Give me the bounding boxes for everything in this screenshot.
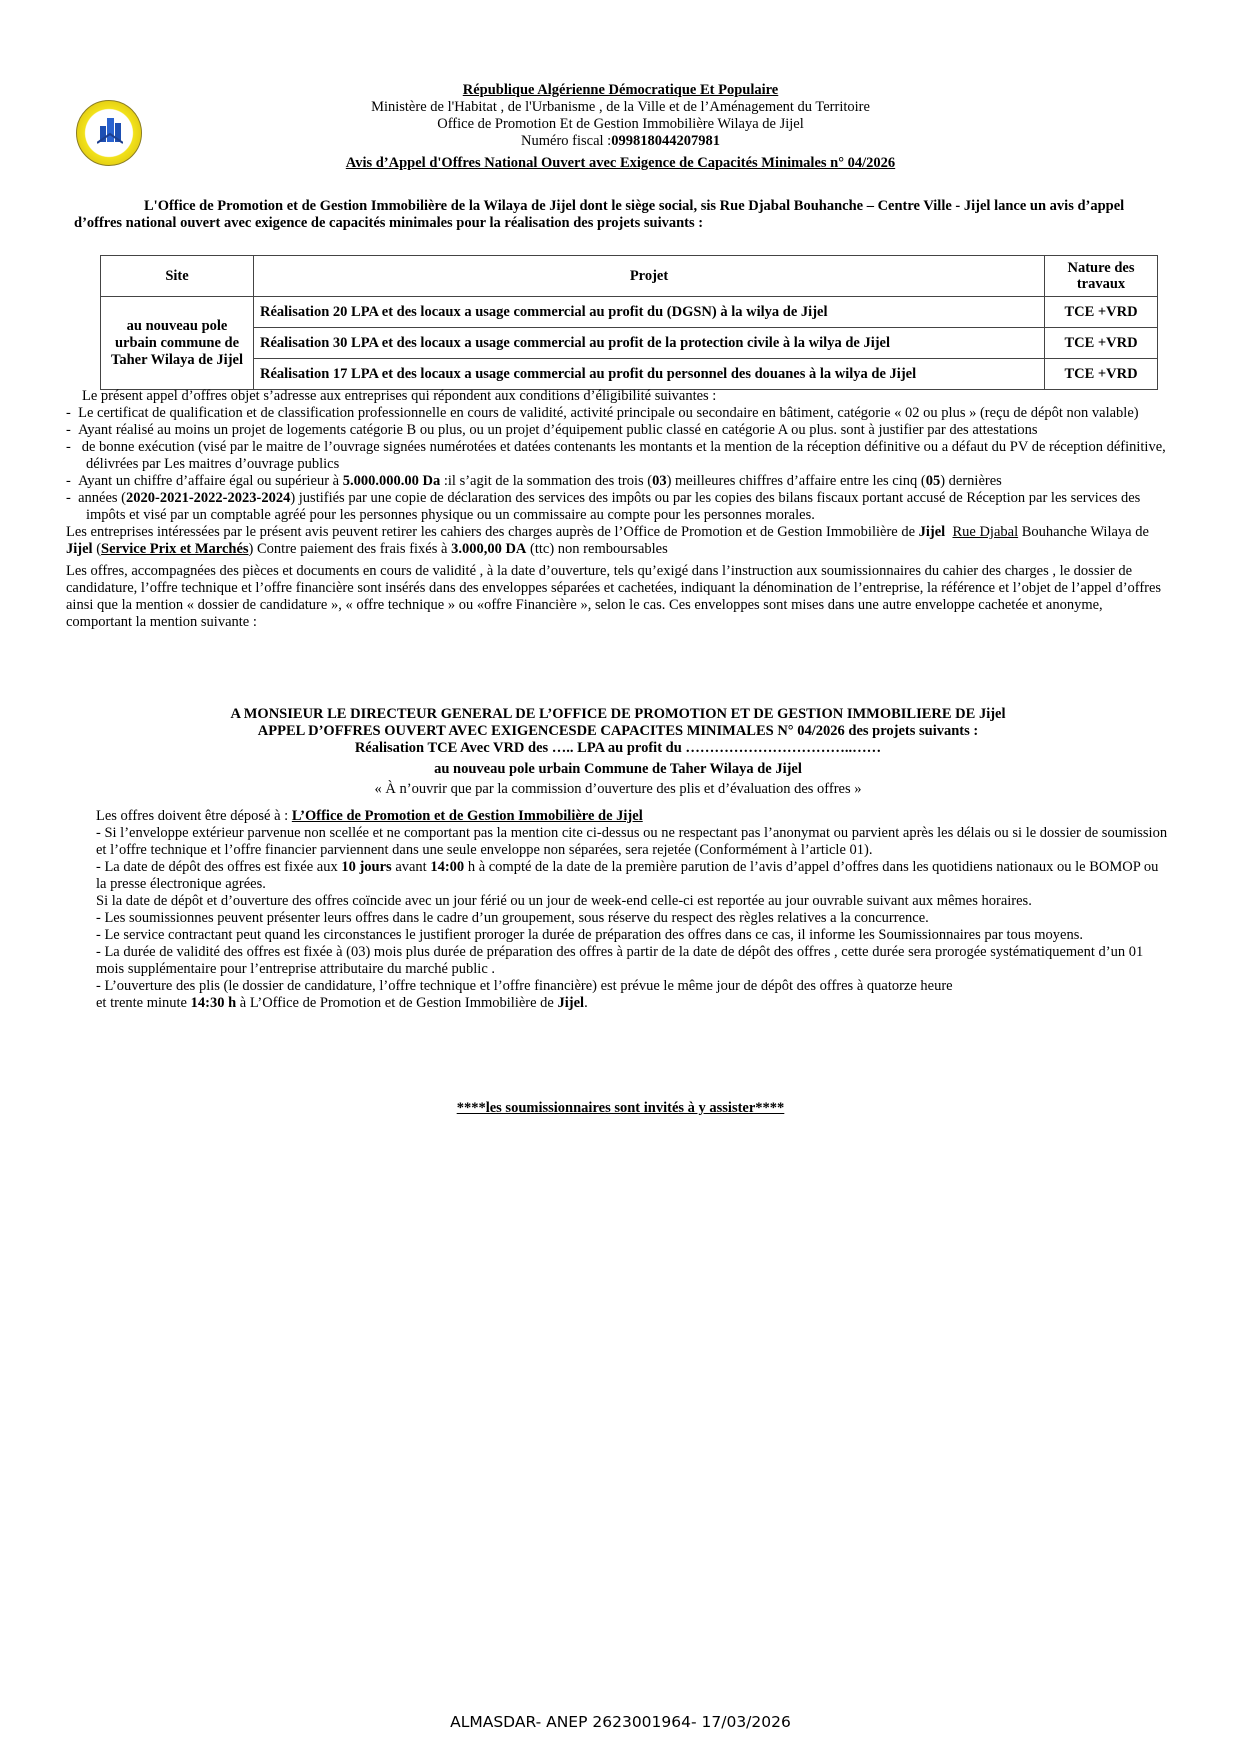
deposit-line: Les offres doivent être déposé à : L’Office de Promotion et de Gestion Immobilière de Jijel [96,808,643,824]
header-projet: Projet [254,256,1045,297]
table-row [101,297,1158,328]
condition-item: - La durée de validité des offres est fixée à (03) mois plus durée de préparation des offres à partir de la date de dépôt des offres , cette durée sera prorogée systématiquement d’un 01 mois supplémentaire pour l’entreprise attributaire du marché public . [96,944,1144,977]
eligibility-lead: Le présent appel d’offres objet s’adresse aux entreprises qui répondent aux conditions d’éligibilité suivantes : [82,388,717,404]
fiscal-number-line [0,133,1241,150]
intro-paragraph: L'Office de Promotion et de Gestion Immobilière de la Wilaya de Jijel dont le siège social, sis Rue Djabal Bouhanche – Centre Ville - Jijel lance un avis d’appel d’offres national ouvert avec exigence de capacités minimales pour la réalisation des projets suivants : [74,198,1125,231]
office-line: Office de Promotion Et de Gestion Immobilière Wilaya de Jijel [437,116,804,132]
eligibility-item-years: - années (2020-2021-2022-2023-2024) justifiés par une copie de déclaration des services des impôts ou par les copies des bilans fiscaux portant accusé de Réception par les services des impôts et visé par un comptable agréé pour les personnes physique ou un commissaire au compte pour les personnes morales. [66,490,1141,523]
condition-item: - Si l’enveloppe extérieur parvenue non scellée et ne comportant pas la mention cite ci-dessus ou ne respectant pas l’anonymat ou parvient après les délais ou si le dossier de soumission et l’offre technique et l’offre financier parviennent dans une seule enveloppe non séparées, sera rejetée (Conformément à l’article 01). [96,825,1168,858]
republic-heading: République Algérienne Démocratique Et Populaire [462,82,779,98]
nature-cell: TCE +VRD [1045,359,1158,390]
fiscal-label: Numéro fiscal : [521,133,612,149]
condition-item: et trente minute 14:30 h à L’Office de Promotion et de Gestion Immobilière de Jijel. [96,995,588,1011]
ministry-line: Ministère de l'Habitat , de l'Urbanisme , de la Ville et de l’Aménagement du Territoire [371,99,870,115]
fiscal-number: 099818044207981 [611,133,720,149]
envelope-mention [66,706,1170,798]
closing-line: ****les soumissionnaires sont invités à y assister**** [456,1100,785,1116]
projet-cell: Réalisation 30 LPA et des locaux a usage commercial au profit de la protection civile à la wilya de Jijel [254,328,1045,359]
envelope-line: au nouveau pole urbain Commune de Taher Wilaya de Jijel [434,761,802,777]
eligibility-item: - Le certificat de qualification et de classification professionnelle en cours de validité, activité principale ou secondaire en bâtiment, catégorie « 02 ou plus » (reçu de dépôt non valable) [66,405,1139,421]
condition-item: - Les soumissionnes peuvent présenter leurs offres dans le cadre d’un groupement, sous réserve du respect des règles relatives a la concurrence. [96,910,929,926]
condition-item: - Le service contractant peut quand les circonstances le justifient proroger la durée de préparation des offres dans ce cas, il informe les Soumissionnaires par tous moyens. [96,927,1084,943]
projet-cell: Réalisation 20 LPA et des locaux a usage commercial au profit du (DGSN) à la wilya de Jijel [254,297,1045,328]
envelope-line: Réalisation TCE Avec VRD des ….. LPA au profit du ……………………………..…… [354,740,882,756]
conditions-section [96,808,1170,1012]
eligibility-item: - de bonne exécution (visé par le maitre de l’ouvrage signées numérotées et datées contenants les montants et la mention de la réception définitive ou a défaut du PV de réception définitive, délivrées par Les maitres d’ouvrage publics [66,439,1166,472]
condition-item: Si la date de dépôt et d’ouverture des offres coïncide avec un jour férié ou un jour de week-end celle-ci est reportée au jour ouvrable suivant aux mêmes horaires. [96,893,1032,909]
nature-cell: TCE +VRD [1045,328,1158,359]
footer-reference: ALMASDAR- ANEP 2623001964- 17/03/2026 [450,1713,791,1731]
projects-table [100,255,1158,390]
eligibility-item: - Ayant réalisé au moins un projet de logements catégorie B ou plus, ou un projet d’équipement public classé en catégorie A ou plus. sont à justifier par des attestations [66,422,1038,438]
eligibility-item-turnover: - Ayant un chiffre d’affaire égal ou supérieur à 5.000.000.00 Da :il s’agit de la sommation des trois (03) meilleures chiffres d’affaire entre les cinq (05) dernières [66,473,1002,489]
table-header-row [101,256,1158,297]
nature-cell: TCE +VRD [1045,297,1158,328]
header-site: Site [101,256,254,297]
eligibility-section [66,388,1170,631]
table-row [101,328,1158,359]
withdraw-paragraph: Les entreprises intéressées par le présent avis peuvent retirer les cahiers des charges auprès de l’Office de Promotion et de Gestion Immobilière de Jijel Rue Djabal Bouhanche Wilaya de Jijel (Service Prix et Marchés) Contre paiement des frais fixés à 3.000,00 DA (ttc) non remboursables [66,524,1149,557]
offers-paragraph: Les offres, accompagnées des pièces et documents en cours de validité , à la date d’ouverture, tels qu’exigé dans l’instruction aux soumissionnaires du cahier des charges , le dossier de candidature, l’offre technique et l’offre financière sont insérés dans des enveloppes séparées et cachetées, indiquant la dénomination de l’entreprise, la référence et l’objet de l’appel d’offres ainsi que la mention « dossier de candidature », « offre technique » ou «offre Financière », selon le cas. Ces enveloppes sont mises dans une autre enveloppe cachetée et anonyme, comportant la mention suivante : [66,563,1162,630]
site-cell: au nouveau pole urbain commune de Taher Wilaya de Jijel [101,297,254,390]
envelope-line: « À n’ouvrir que par la commission d’ouverture des plis et d’évaluation des offres » [374,781,862,797]
projet-cell: Réalisation 17 LPA et des locaux a usage commercial au profit du personnel des douanes à la wilya de Jijel [254,359,1045,390]
header-nature: Nature des travaux [1045,256,1158,297]
notice-title: Avis d’Appel d'Offres National Ouvert avec Exigence de Capacités Minimales n° 04/2026 [345,155,896,171]
envelope-line: A MONSIEUR LE DIRECTEUR GENERAL DE L’OFFICE DE PROMOTION ET DE GESTION IMMOBILIERE DE Jijel [230,706,1006,722]
envelope-line: APPEL D’OFFRES OUVERT AVEC EXIGENCESDE CAPACITES MINIMALES N° 04/2026 des projets suivants : [257,723,979,739]
table-row [101,359,1158,390]
condition-item: - L’ouverture des plis (le dossier de candidature, l’offre technique et l’offre financière) est prévue le même jour de dépôt des offres à quatorze heure [96,978,953,994]
condition-item: - La date de dépôt des offres est fixée aux 10 jours avant 14:00 h à compté de la date de la première parution de l’avis d’appel d’offres dans les quotidiens nationaux ou le BOMOP ou la presse électronique agrées. [96,859,1159,892]
